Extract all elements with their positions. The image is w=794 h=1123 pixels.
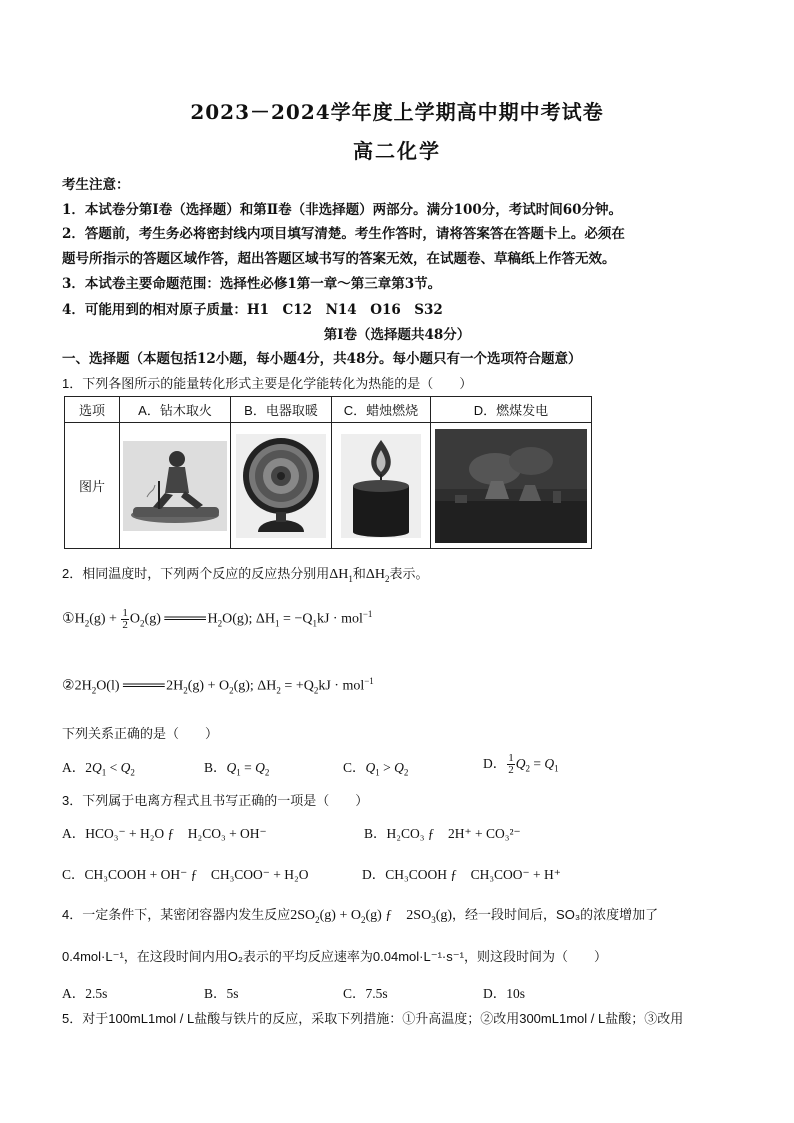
q1-image-c-cell (332, 423, 431, 549)
q4-stem-line-1 (62, 904, 658, 925)
candle-image (341, 434, 421, 538)
notice-item-3: 3．本试卷主要命题范围：选择性必修1第一章～第三章第3节。 (62, 276, 442, 292)
section-heading: 一、选择题（本题包括12小题，每小题4分，共48分。每小题只有一个选项符合题意） (62, 351, 582, 367)
q3-option-d: D．CH₃COOH ƒ CH₃COO⁻ + H⁺ (362, 867, 561, 882)
q1-header-cell: C．蜡烛燃烧 (332, 397, 431, 423)
q1-image-d-cell (431, 423, 592, 549)
q4-option-a: A．2.5s (62, 986, 108, 1001)
q2-option-a-label: A． (62, 760, 86, 775)
q1-header-cell: 选项 (65, 397, 120, 423)
q2-stem-pre: 2．相同温度时，下列两个反应的反应热分别用 (62, 566, 330, 581)
q4-stem-a-pre: 4．一定条件下，某密闭容器内发生反应 (62, 907, 291, 922)
q1-header-cell: B．电器取暖 (231, 397, 332, 423)
drilling-wood-image (123, 441, 227, 531)
q2-stem-mid: 和 (352, 566, 366, 581)
q2-equation-2: $②2H_2O(l)$ ═════ $2H_2(g) + O_2(g)$; $\Delta H_2 = +Q_2kJ \cdot mol^{-1}$ (62, 676, 374, 696)
q1-header-cell: A．钻木取火 (120, 397, 231, 423)
q2-option-d-label: D． (483, 756, 507, 771)
notice-item-2a: 2．答题前，考生务必将密封线内项目填写清楚。考生作答时，请将答案答在答题卡上。必须在 (62, 226, 625, 242)
q4-stem-line-2: 0.4mol·L⁻¹，在这段时间内用O₂表示的平均反应速率为0.04mol·L⁻¹·s⁻¹，则这段时间为（ ） (62, 949, 607, 964)
q3-option-c: C．CH₃COOH + OH⁻ ƒ CH₃COO⁻ + H₂O (62, 867, 309, 882)
q3-option-a: A．HCO₃⁻ + H₂O ƒ H₂CO₃ + OH⁻ (62, 826, 267, 841)
subject-title: 高二化学 (353, 139, 441, 163)
q4-option-d: D．10s (483, 986, 526, 1001)
q1-table (64, 396, 592, 549)
q1-image-b-cell (231, 423, 332, 549)
q1-image-a-cell (120, 423, 231, 549)
q2-dh2-symbol: ΔH (365, 567, 385, 582)
notice-item-2b: 题号所指示的答题区域作答，超出答题区域书写的答案无效，在试题卷、草稿纸上作答无效。 (62, 251, 616, 267)
electric-heater-image (236, 434, 326, 538)
q2-stem-post: 表示。 (389, 566, 429, 581)
part1-heading: 第Ⅰ卷（选择题共48分） (323, 327, 471, 343)
q2-option-b-label: B． (204, 760, 227, 775)
q2-option-c-label: C． (343, 760, 366, 775)
q4-option-c: C．7.5s (343, 986, 388, 1001)
q2-option-a: A．$2Q_1 < Q_2$ (62, 760, 135, 778)
q2-circled-2: ② (62, 678, 75, 694)
q2-ask: 下列关系正确的是（ ） (62, 726, 219, 741)
q2-option-c: C．$Q_1 > Q_2$ (343, 760, 409, 778)
q2-option-d: D． $\frac{1}{2}$ $Q_2 = Q_1$ (483, 752, 559, 777)
notice-item-1: 1．本试卷分第Ⅰ卷（选择题）和第Ⅱ卷（非选择题）两部分。满分100分，考试时间60分钟。 (62, 202, 623, 218)
q1-row-label: 图片 (65, 423, 120, 549)
q5-stem: 5．对于100mL1mol / L盐酸与铁片的反应，采取下列措施：①升高温度；②改用300mL1mol / L盐酸；③改用 (62, 1011, 684, 1026)
q4-stem-a-post: ，经一段时间后，SO₃的浓度增加了 (452, 907, 659, 922)
q2-stem: 2．相同温度时，下列两个反应的反应热分别用$\Delta H_1$和$\Delta H_2$表示。 (62, 566, 429, 584)
notice-item-4: 4．可能用到的相对原子质量：H1 C12 N14 O16 S32 (62, 302, 443, 318)
q2-option-b: B．$Q_1 = Q_2$ (204, 760, 270, 778)
q3-stem: 3．下列属于电离方程式且书写正确的一项是（ ） (62, 793, 369, 808)
q4-equation: $2SO_2(g) + O_2(g)$ ƒ $2SO_3(g)$ (290, 908, 453, 925)
q4-option-b: B．5s (204, 986, 239, 1001)
q1-stem: 1．下列各图所示的能量转化形式主要是化学能转化为热能的是（ ） (62, 376, 473, 391)
q2-dh1-symbol: ΔH (329, 567, 349, 582)
fraction-half: $\frac{1}{2}$ (122, 607, 128, 631)
q3-option-b: B．H₂CO₃ ƒ 2H⁺ + CO₃²⁻ (364, 826, 521, 841)
exam-title: 2023－2024学年度上学期高中期中考试卷 (190, 100, 604, 124)
notice-heading: 考生注意： (62, 177, 130, 193)
coal-power-plant-image (435, 429, 587, 543)
q1-header-cell: D．燃煤发电 (431, 397, 592, 423)
q2-circled-1: ① (62, 611, 75, 627)
q2-equation-1: $①H_2(g)$ + $\frac{1}{2}$ $O_2(g)$ ═════ $H_2O(g)$; $\Delta H_1 = -Q_1kJ \cdot mol^{-1}$ (62, 607, 373, 631)
